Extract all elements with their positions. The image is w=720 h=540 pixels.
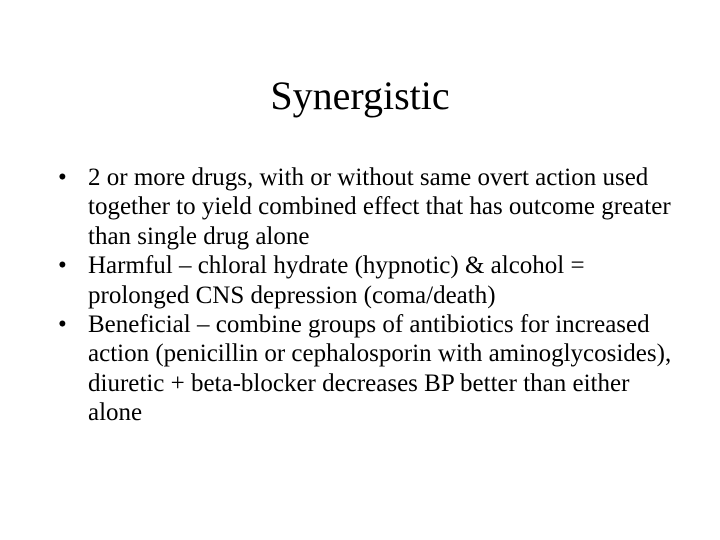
bullet-text: Harmful – chloral hydrate (hypnotic) & alcohol = prolonged CNS depression (coma/death)	[88, 252, 585, 309]
bullet-item	[58, 310, 678, 428]
bullet-item	[58, 163, 678, 251]
slide-title: Synergistic	[270, 73, 450, 118]
bullet-icon: •	[58, 311, 67, 339]
bullet-list	[58, 163, 678, 428]
bullet-icon: •	[58, 252, 67, 280]
bullet-text: Beneficial – combine groups of antibiotics for increased action (penicillin or cephalosporin with aminoglycosides), diuretic + beta-blocker decreases BP better than either alone	[88, 311, 672, 427]
bullet-item	[58, 251, 678, 310]
bullet-icon: •	[58, 164, 67, 191]
bullet-text: 2 or more drugs, with or without same overt action used together to yield combined effect that has outcome greater than single drug alone	[88, 164, 671, 250]
